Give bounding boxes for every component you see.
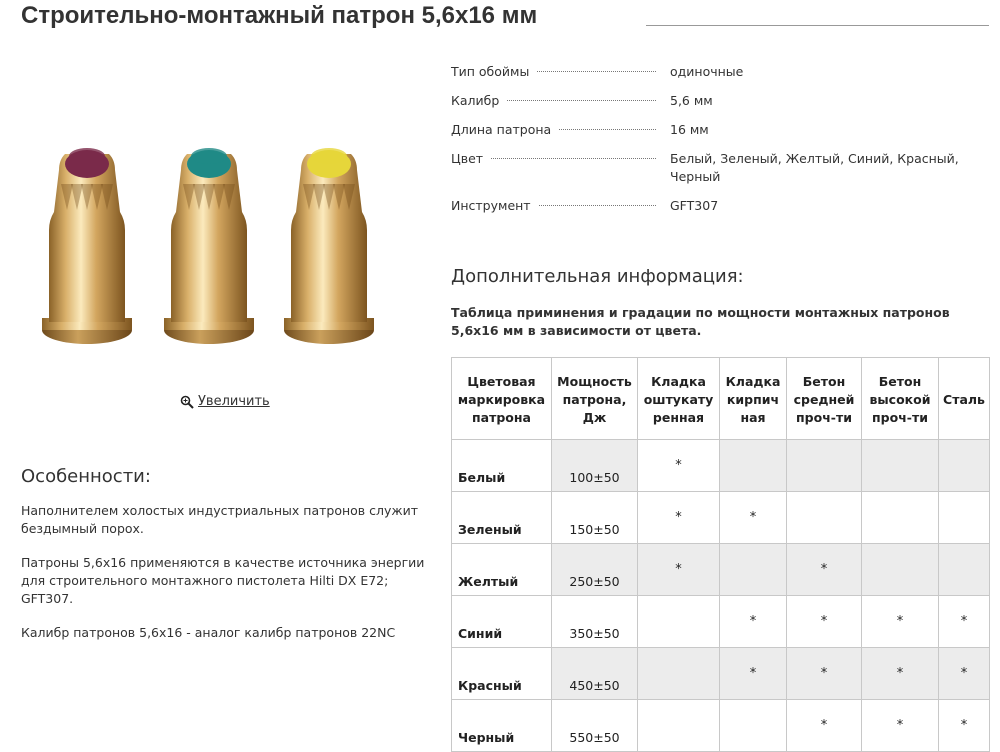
table-row [452, 648, 990, 700]
row-color: Синий [452, 596, 552, 648]
header-cell: Цветовая маркировка патрона [452, 358, 552, 440]
usage-mark: * [862, 648, 939, 700]
usage-mark: * [862, 596, 939, 648]
header-cell: Бетон высокой проч-ти [862, 358, 939, 440]
spec-value: GFT307 [670, 198, 719, 213]
zoom-label: Увеличить [198, 394, 270, 409]
spec-label: Цвет [451, 151, 484, 166]
usage-mark [862, 440, 939, 492]
spec-row [451, 121, 991, 139]
features-paragraph: Патроны 5,6х16 применяются в качестве источника энергии для строительного монтажного пистолета Hilti DX E72; GFT307. [21, 555, 425, 606]
usage-mark: * [939, 596, 990, 648]
row-power: 550±50 [552, 700, 638, 752]
usage-mark [939, 440, 990, 492]
header-cell: Сталь [939, 358, 990, 440]
usage-mark [787, 492, 862, 544]
usage-mark: * [787, 700, 862, 752]
spec-value: 5,6 мм [670, 93, 713, 108]
spec-value: Белый, Зеленый, Желтый, Синий, Красный, Черный [670, 151, 959, 184]
usage-mark: * [638, 440, 720, 492]
spec-label: Длина патрона [451, 122, 552, 137]
usage-mark: * [787, 648, 862, 700]
usage-mark [720, 440, 787, 492]
extra-info-heading: Дополнительная информация: [451, 266, 744, 287]
row-power: 350±50 [552, 596, 638, 648]
table-row [452, 440, 990, 492]
row-power: 250±50 [552, 544, 638, 596]
usage-mark [787, 440, 862, 492]
spec-row [451, 150, 991, 186]
spec-label: Калибр [451, 93, 500, 108]
magnifier-icon [180, 395, 194, 409]
usage-mark: * [720, 596, 787, 648]
row-power: 100±50 [552, 440, 638, 492]
usage-mark: * [787, 596, 862, 648]
title-divider [646, 25, 989, 26]
usage-mark: * [787, 544, 862, 596]
product-image[interactable] [25, 60, 425, 380]
spec-label: Тип обоймы [451, 64, 530, 79]
cartridge-3 [284, 148, 374, 344]
cartridge-2 [164, 148, 254, 344]
header-cell: Бетон средней проч-ти [787, 358, 862, 440]
row-color: Желтый [452, 544, 552, 596]
usage-mark [638, 648, 720, 700]
usage-mark: * [638, 492, 720, 544]
row-power: 150±50 [552, 492, 638, 544]
spec-label: Инструмент [451, 198, 531, 213]
usage-mark [862, 544, 939, 596]
row-color: Белый [452, 440, 552, 492]
features-paragraph: Калибр патронов 5,6х16 - аналог калибр патронов 22NC [21, 625, 396, 640]
features-text [21, 502, 431, 658]
spec-row [451, 92, 991, 110]
usage-mark [939, 492, 990, 544]
dotted-leader [507, 100, 656, 101]
header-cell: Кладка оштукату ренная [638, 358, 720, 440]
usage-mark [638, 596, 720, 648]
header-cell: Кладка кирпич ная [720, 358, 787, 440]
usage-mark: * [638, 544, 720, 596]
table-row [452, 544, 990, 596]
usage-mark [638, 700, 720, 752]
application-table [451, 357, 990, 752]
page-title: Строительно-монтажный патрон 5,6х16 мм [21, 2, 538, 29]
spec-row [451, 63, 991, 81]
table-row [452, 596, 990, 648]
usage-mark [720, 544, 787, 596]
features-heading: Особенности: [21, 466, 151, 487]
usage-mark [720, 700, 787, 752]
spec-value: 16 мм [670, 122, 709, 137]
row-color: Черный [452, 700, 552, 752]
usage-mark: * [720, 648, 787, 700]
row-color: Красный [452, 648, 552, 700]
cartridge-1 [42, 148, 132, 344]
zoom-link[interactable] [180, 394, 270, 409]
dotted-leader [539, 205, 656, 206]
dotted-leader [537, 71, 656, 72]
row-power: 450±50 [552, 648, 638, 700]
usage-mark: * [720, 492, 787, 544]
spec-value: одиночные [670, 64, 744, 79]
header-cell: Мощность патрона, Дж [552, 358, 638, 440]
table-caption: Таблица приминения и градации по мощности монтажных патронов 5,6х16 мм в зависимости от цвета. [451, 305, 950, 338]
usage-mark: * [862, 700, 939, 752]
usage-mark: * [939, 648, 990, 700]
usage-mark: * [939, 700, 990, 752]
table-row [452, 700, 990, 752]
usage-mark [939, 544, 990, 596]
spec-row [451, 197, 991, 215]
dotted-leader [559, 129, 656, 130]
features-paragraph: Наполнителем холостых индустриальных патронов служит бездымный порох. [21, 503, 419, 536]
usage-mark [862, 492, 939, 544]
table-row [452, 492, 990, 544]
row-color: Зеленый [452, 492, 552, 544]
table-header-row [452, 358, 990, 440]
specs-list [451, 63, 991, 226]
dotted-leader [491, 158, 656, 159]
